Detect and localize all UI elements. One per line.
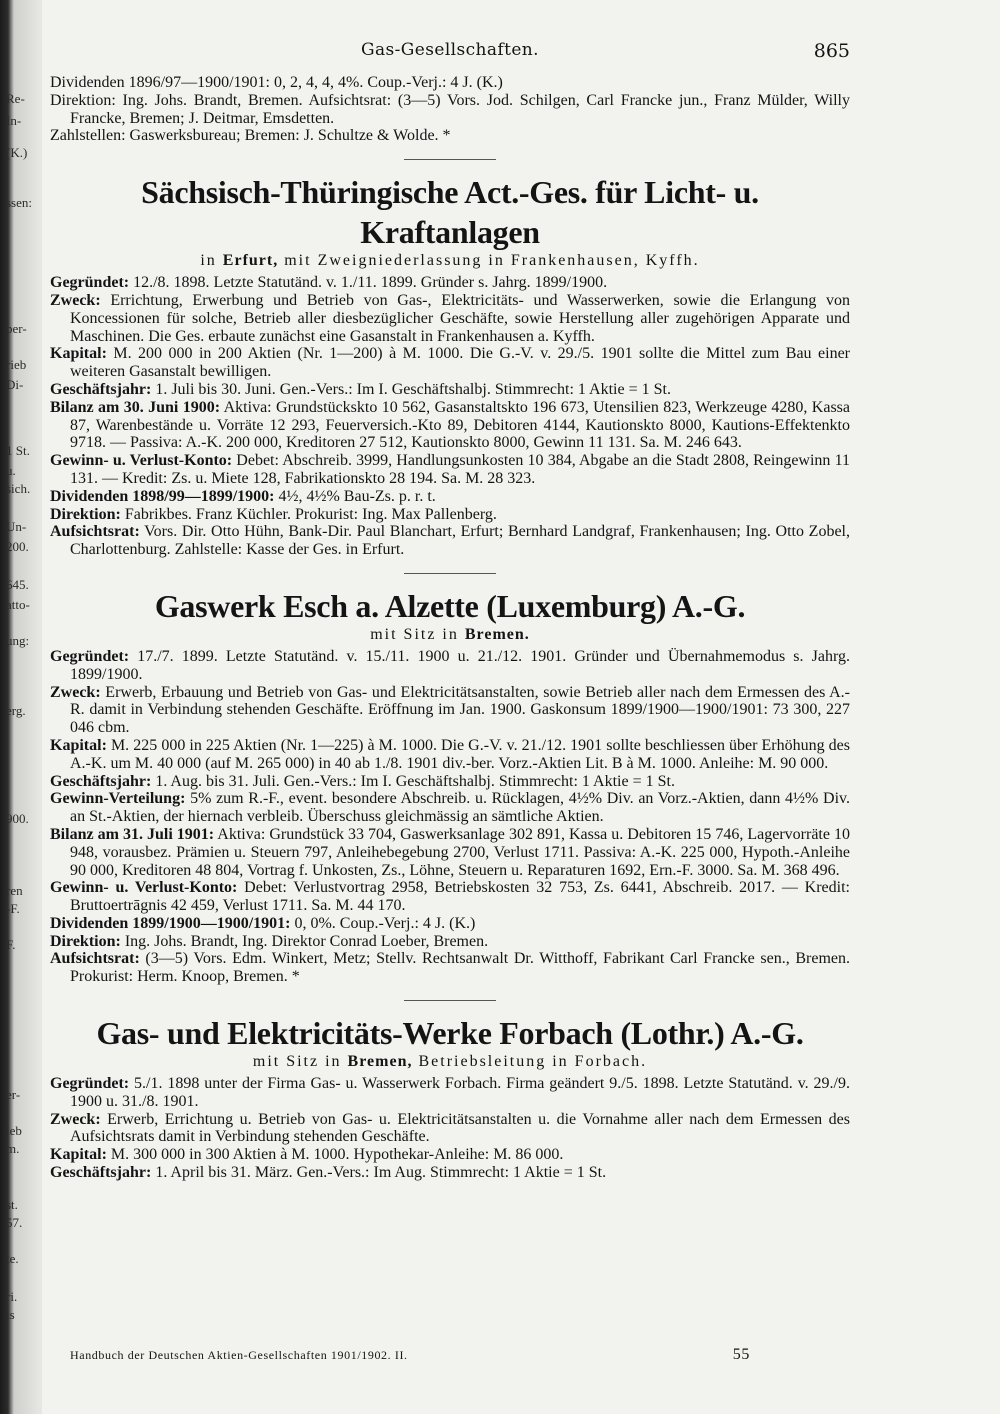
seat-suffix: mit Zweigniederlassung in Frankenhausen, Kyffh. [284, 252, 700, 270]
margin-fragment: Un- [6, 519, 27, 534]
field-label: Kapital: [50, 345, 107, 363]
field-text: 1. Aug. bis 31. Juli. Gen.-Vers.: Im I. Geschäftshalbj. Stimmrecht: 1 Aktie = 1 St. [151, 772, 675, 790]
entry-paragraph [50, 399, 850, 452]
margin-fragment: st. [6, 1197, 18, 1212]
field-text: 0, 0%. Coup.-Verj.: 4 J. (K.) [290, 914, 476, 932]
entry-paragraph [50, 684, 850, 737]
field-label: Direktion: [50, 932, 121, 950]
margin-fragment: 200. [6, 539, 29, 554]
company-name: Gaswerk Esch a. Alzette (Luxemburg) A.-G. [154, 587, 746, 624]
running-head [50, 40, 850, 74]
field-label: Dividenden 1899/1900—1900/1901: [50, 914, 291, 932]
field-label: Gegründet: [50, 1075, 130, 1093]
entry-paragraph [50, 790, 850, 826]
entry-paragraph [50, 879, 850, 915]
entry-paragraph: Dividenden 1896/97—1900/1901: 0, 2, 4, 4, 4%. Coup.-Verj.: 4 J. (K.) [50, 74, 503, 91]
entry-paragraph [50, 274, 850, 292]
page-content [50, 40, 850, 1182]
field-label: Gegründet: [50, 647, 130, 665]
margin-fragment: ung: [6, 633, 30, 648]
field-text: 4½, 4½% Bau-Zs. p. r. t. [274, 487, 436, 505]
company-name: Sächsisch-Thüringische Act.-Ges. für Licht- u. Kraftanlagen [141, 174, 759, 251]
company-entry [50, 1013, 850, 1182]
company-details [50, 274, 850, 559]
margin-fragment: ren [6, 883, 23, 898]
field-text: 12./8. 1898. Letzte Statutänd. v. 1./11. 1899. Gründer s. Jahrg. 1899/1900. [129, 274, 608, 292]
entry-paragraph [50, 737, 850, 773]
margin-fragment: sich. [6, 481, 31, 496]
entry-paragraph [50, 773, 850, 791]
entry-paragraph [50, 826, 850, 879]
entry-paragraph [50, 452, 850, 488]
field-label: Gewinn- u. Verlust-Konto: [50, 452, 233, 470]
company-seat [50, 252, 850, 270]
margin-fragment: erg. [6, 703, 26, 718]
seat-prefix: in [200, 252, 217, 270]
field-text: M. 300 000 in 300 Aktien à M. 1000. Hypothekar-Anleihe: M. 86 000. [106, 1146, 564, 1164]
entry-paragraph [50, 1146, 850, 1164]
seat-city: Bremen. [464, 625, 530, 643]
margin-fragment: ri. [6, 1289, 18, 1304]
field-label: Gegründet: [50, 274, 130, 292]
field-label: Gewinn- u. Verlust-Konto: [50, 879, 238, 897]
field-text: Debet: Verlustvortrag 2958, Betriebskosten 32 753, Zs. 6441, Abschreib. 2017. — Kredit: Bruttoertrāgnis 42 459, Verlust 1711. Sa. M. 44 170. [70, 879, 850, 915]
company-seat [50, 626, 850, 644]
footer-text: Handbuch der Deutschen Aktien-Gesellschaften 1901/1902. II. [70, 1348, 408, 1362]
section-divider [404, 159, 496, 160]
field-label: Gewinn-Verteilung: [50, 790, 186, 808]
field-text: 5% zum R.-F., event. besondere Abschreib. u. Rücklagen, 4½% Div. an Vorz.-Aktien, dann 4½% Div. an St.-Aktien, der hiernach verbleib. Überschuss gleichmässig an sämtliche Aktien. [70, 790, 850, 826]
entry-paragraph [50, 648, 850, 684]
margin-fragment: 645. [6, 577, 29, 592]
field-text: Errichtung, Erwerbung und Betrieb von Gas-, Elektricitäts- und Wasserwerken, sowie die Erlangung von Koncessionen für solche, Betrieb aller diesbezüglicher Geschäfte, sowie Herstellung aller zugehörigen Apparate und Maschinen. Die Ges. erbaute zunächst eine Gasanstalt in Frankenhausen a. Kyffh. [70, 291, 850, 345]
entry-paragraph [50, 523, 850, 559]
company-details [50, 1075, 850, 1182]
field-label: Geschäftsjahr: [50, 380, 152, 398]
field-label: Geschäftsjahr: [50, 1164, 152, 1182]
field-label: Aufsichtsrat: [50, 523, 140, 541]
field-label: Direktion: [50, 505, 121, 523]
previous-entry-tail [50, 74, 850, 145]
entry-paragraph [50, 292, 850, 345]
field-text: Ing. Johs. Brandt, Ing. Direktor Conrad Loeber, Bremen. [120, 932, 489, 950]
seat-prefix: mit Sitz in [252, 1053, 342, 1071]
field-label: Zweck: [50, 683, 101, 701]
field-label: Aufsichtsrat: [50, 950, 140, 968]
field-text: Fabrikbes. Franz Küchler. Prokurist: Ing. Max Pallenberg. [120, 505, 497, 523]
entry-paragraph [50, 488, 850, 506]
margin-fragment: Re- [6, 91, 25, 106]
margin-fragment: er- [6, 1087, 21, 1102]
company-details [50, 648, 850, 986]
field-text: Aktiva: Grundstück 33 704, Gaswerksanlage 302 891, Kassa u. Debitoren 15 746, Lagervorräte 10 948, vorausbez. Prämien u. Steuern 797, Anleihebegebung 2700, Verlust 1711. Passiva: A.-K. 225 000, Hypoth.-Anleihe 90 000, Kreditoren 48 804, Vortrag f. Unkosten, Zs., Löhne, Steuern u. Reparaturen 1692, Ern.-F. 3000. Sa. M. 368 496. [70, 825, 850, 879]
margin-fragment: atto- [6, 597, 30, 612]
signature-mark: 55 [732, 1346, 750, 1363]
field-text: 1. April bis 31. März. Gen.-Vers.: Im Aug. Stimmrecht: 1 Aktie = 1 St. [151, 1164, 607, 1182]
company-seat [50, 1053, 850, 1071]
field-text: Aktiva: Grundstückskto 10 562, Gasanstaltskto 196 673, Utensilien 823, Werkzeuge 4280, Kassa 87, Warenbestände u. Vorräte 12 293, Feuerversich.-Kto 89, Debitoren 4144, Kautionskto 8000, Kautions-Effektenkto 9718. — Passiva: A.-K. 200 000, Kreditoren 27 512, Kautionskto 8000, Gewinn 11 131. Sa. M. 246 643. [70, 398, 850, 452]
field-label: Zweck: [50, 291, 101, 309]
field-text: Erwerb, Erbauung und Betrieb von Gas- und Elektricitätsanstalten, sowie Betrieb aller nach dem Ermessen des A.-R. damit in Verbindung stehenden Geschäfte. Eröffnung im Jan. 1900. Gaskonsum 1899/1900—1900/1901: 73 300, 227 046 cbm. [70, 683, 850, 737]
entry-paragraph [50, 933, 850, 951]
page-footer [70, 1348, 750, 1363]
entry-paragraph [50, 506, 850, 524]
margin-fragment: ieb [6, 1123, 22, 1138]
field-text: (3—5) Vors. Edm. Winkert, Metz; Stellv. Rechtsanwalt Dr. Witthoff, Fabrikant Carl Francke sen., Bremen. Prokurist: Herm. Knoop, Bremen. * [70, 950, 850, 986]
seat-prefix: mit Sitz in [370, 625, 459, 643]
field-label: Dividenden 1898/99—1899/1900: [50, 487, 275, 505]
field-text: 1. Juli bis 30. Juni. Gen.-Vers.: Im I. Geschäftshalbj. Stimmrecht: 1 Aktie = 1 St. [151, 380, 671, 398]
margin-fragment: u. [6, 463, 16, 478]
entry-paragraph [50, 1111, 850, 1147]
entry-paragraph [50, 1075, 850, 1111]
entry-paragraph [50, 915, 850, 933]
field-label: Bilanz am 31. Juli 1901: [50, 825, 215, 843]
margin-fragment: te. [6, 1251, 19, 1266]
field-label: Geschäftsjahr: [50, 772, 152, 790]
company-name: Gas- und Elektricitäts-Werke Forbach (Lothr.) A.-G. [96, 1015, 804, 1052]
margin-fragment: rieb [6, 357, 27, 372]
margin-fragment: In- [6, 113, 22, 128]
margin-fragment: (K.) [6, 145, 28, 160]
entry-paragraph: Zahlstellen: Gaswerksbureau; Bremen: J. Schultze & Wolde. * [50, 127, 451, 145]
margin-fragment: is [6, 1307, 15, 1322]
field-text: Vors. Dir. Otto Hühn, Bank-Dir. Paul Blanchart, Erfurt; Bernhard Landgraf, Frankenhausen; Ing. Otto Zobel, Charlottenburg. Zahlstelle: Kasse der Ges. in Erfurt. [70, 523, 850, 559]
margin-fragment: ber- [6, 321, 27, 336]
field-label: Kapital: [50, 1146, 107, 1164]
running-title: Gas-Gesellschaften. [361, 40, 539, 60]
entry-paragraph [50, 345, 850, 381]
field-text: M. 225 000 in 225 Aktien (Nr. 1—225) à M. 1000. Die G.-V. v. 21./12. 1901 sollte beschliessen über Erhöhung des A.-K. um M. 40 000 (auf M. 265 000) in 40 ab 1./8. 1901 div.-ber. Vorz.-Aktien Lit. B à M. 1000. Anleihe: M. 90 000. [70, 736, 850, 772]
section-divider [404, 1000, 496, 1001]
field-text: Erwerb, Errichtung u. Betrieb von Gas- u. Elektricitätsanstalten u. die Vornahme aller nach dem Ermessen des Aufsichtsrats damit in Verbindung stehenden Geschäfte. [70, 1110, 850, 1146]
field-text: M. 200 000 in 200 Aktien (Nr. 1—200) à M. 1000. Die G.-V. v. 29./5. 1901 sollte die Mittel zum Bau einer weiteren Gasanstalt bewilligen. [70, 345, 850, 381]
section-divider [404, 573, 496, 574]
entry-paragraph [50, 1164, 850, 1182]
margin-fragment: 57. [6, 1215, 23, 1230]
field-text: 17./7. 1899. Letzte Statutänd. v. 15./11. 1900 u. 21./12. 1901. Gründer und Übernahmemodus s. Jahrg. 1899/1900. [70, 647, 850, 683]
seat-city: Erfurt, [222, 252, 279, 270]
margin-fragment: 1 St. [6, 443, 30, 458]
seat-suffix: Betriebsleitung in Forbach. [418, 1053, 648, 1071]
entry-paragraph [50, 950, 850, 986]
field-text: Debet: Abschreib. 3999, Handlungsunkosten 10 384, Abgabe an die Stadt 2808, Reingewinn 11 131. — Kredit: Zs. u. Miete 128, Fabrikationskto 28 194. Sa. M. 28 323. [70, 452, 851, 487]
field-label: Kapital: [50, 736, 107, 754]
company-entry [50, 586, 850, 986]
seat-city: Bremen, [347, 1053, 413, 1071]
field-text: 5./1. 1898 unter der Firma Gas- u. Wasserwerk Forbach. Firma geändert 9./5. 1898. Letzte Statutänd. v. 29./9. 1900 u. 31./8. 1901. [70, 1075, 850, 1110]
margin-fragment: F. [6, 937, 16, 952]
margin-fragment: Di- [6, 377, 24, 392]
margin-fragment: 900. [6, 811, 29, 826]
left-margin-strip [0, 0, 42, 1414]
page-number: 865 [813, 40, 850, 62]
margin-fragment: -F. [6, 901, 20, 916]
entry-paragraph [50, 381, 850, 399]
field-label: Bilanz am 30. Juni 1900: [50, 398, 221, 416]
field-label: Zweck: [50, 1110, 101, 1128]
margin-fragment: ssen: [6, 195, 32, 210]
entry-paragraph: Direktion: Ing. Johs. Brandt, Bremen. Aufsichtsrat: (3—5) Vors. Jod. Schilgen, Carl Francke jun., Franz Mülder, Willy Francke, Bremen; J. Deitmar, Emsdetten. [50, 91, 850, 127]
company-entry [50, 172, 850, 559]
margin-fragment: m. [6, 1141, 20, 1156]
